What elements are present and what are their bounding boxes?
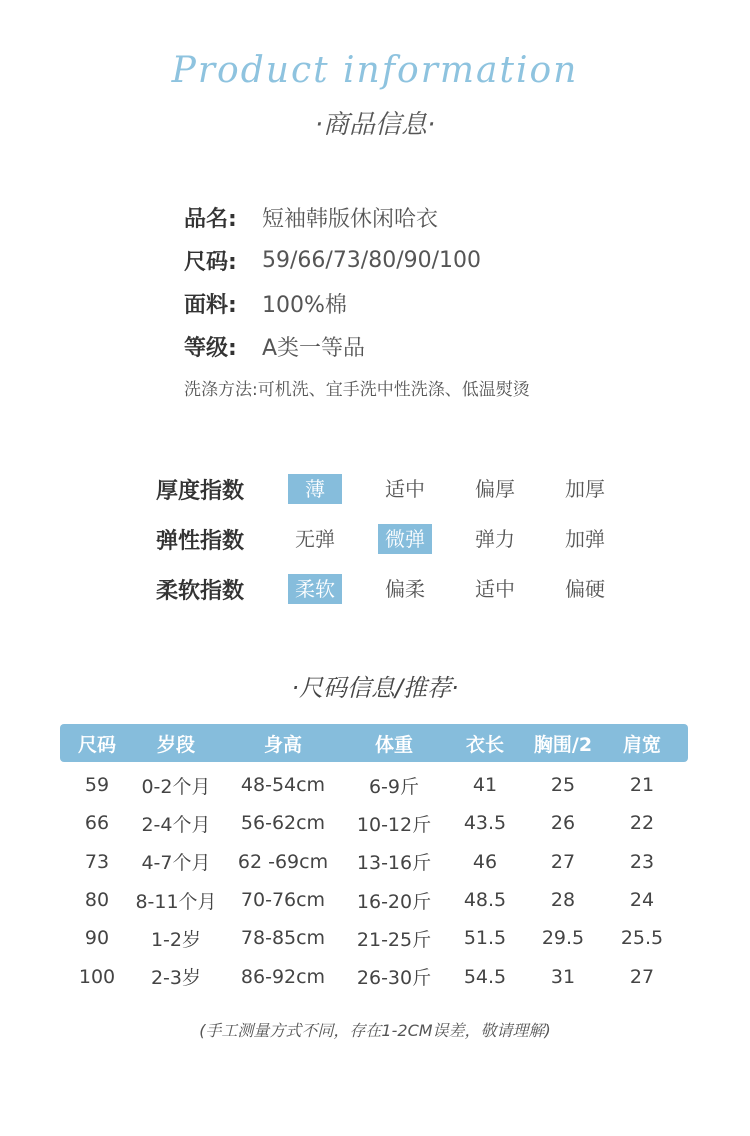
table-row — [60, 919, 688, 957]
info-label: 面料: — [184, 293, 237, 318]
table-row — [60, 957, 688, 995]
table-cell: 26 — [550, 812, 576, 835]
table-cell: 54.5 — [463, 965, 507, 988]
table-cell: 13-16斤 — [356, 852, 432, 875]
index-option: 微弹 — [378, 524, 432, 554]
header-cell: 身高 — [263, 733, 302, 756]
table-cell: 46 — [472, 850, 498, 873]
index-label: 厚度指数 — [156, 478, 245, 504]
info-label: 品名: — [184, 207, 237, 232]
header-cell: 衣长 — [465, 733, 504, 756]
table-cell: 27 — [550, 850, 576, 873]
info-row-grade — [184, 325, 481, 368]
info-value: A类一等品 — [262, 336, 366, 361]
table-cell: 62 -69cm — [237, 850, 329, 873]
table-cell: 48.5 — [463, 889, 507, 912]
thickness-index-row — [156, 464, 648, 514]
table-cell: 78-85cm — [240, 927, 326, 950]
index-option: 柔软 — [288, 574, 342, 604]
size-table — [60, 724, 688, 996]
footnote: (手工测量方式不同，存在1-2CM误差，敬请理解) — [199, 1021, 551, 1040]
table-cell: 41 — [472, 774, 498, 797]
header-cell: 胸围/2 — [533, 733, 593, 756]
table-cell: 21-25斤 — [356, 928, 432, 951]
table-cell: 25 — [550, 774, 576, 797]
table-cell: 29.5 — [541, 927, 585, 950]
index-option: 薄 — [288, 474, 342, 504]
info-value: 短袖韩版休闲哈衣 — [262, 207, 439, 232]
table-cell: 23 — [629, 850, 655, 873]
table-cell: 2-3岁 — [150, 967, 202, 990]
table-cell: 66 — [84, 812, 110, 835]
index-option: 无弹 — [295, 527, 335, 551]
wash-instructions: 洗涤方法:可机洗、宜手洗中性洗涤、低温熨烫 — [184, 380, 530, 400]
info-row-name — [184, 196, 481, 239]
header-cell: 体重 — [374, 733, 413, 756]
info-row-fabric — [184, 282, 481, 325]
info-label: 尺码: — [184, 250, 237, 275]
table-cell: 90 — [84, 927, 110, 950]
header-cell: 尺码 — [77, 733, 116, 756]
table-cell: 24 — [629, 889, 655, 912]
table-cell: 28 — [550, 889, 576, 912]
index-option: 偏厚 — [475, 477, 515, 501]
index-option: 加厚 — [565, 477, 605, 501]
table-cell: 59 — [84, 774, 110, 797]
index-label: 弹性指数 — [156, 528, 245, 554]
elasticity-index-row — [156, 514, 648, 564]
table-cell: 43.5 — [463, 812, 507, 835]
info-label: 等级: — [184, 336, 237, 361]
index-option: 适中 — [475, 577, 515, 601]
table-row — [60, 881, 688, 919]
softness-index-row — [156, 564, 648, 614]
info-row-size — [184, 239, 481, 282]
table-cell: 51.5 — [463, 927, 507, 950]
table-cell: 16-20斤 — [356, 890, 432, 913]
table-cell: 80 — [84, 889, 110, 912]
table-cell: 25.5 — [620, 927, 664, 950]
table-cell: 31 — [550, 965, 576, 988]
product-info — [184, 196, 481, 368]
table-cell: 70-76cm — [240, 889, 326, 912]
table-cell: 73 — [84, 850, 110, 873]
index-option: 加弹 — [565, 527, 605, 551]
info-value: 59/66/73/80/90/100 — [262, 248, 482, 273]
table-cell: 48-54cm — [240, 774, 326, 797]
table-cell: 26-30斤 — [356, 967, 432, 990]
table-cell: 4-7个月 — [141, 852, 211, 875]
table-cell: 27 — [629, 965, 655, 988]
header-cell: 岁段 — [156, 733, 195, 756]
table-header — [60, 724, 688, 762]
index-option: 偏柔 — [385, 577, 425, 601]
index-option: 适中 — [385, 477, 425, 501]
table-row — [60, 843, 688, 881]
info-value: 100%棉 — [262, 293, 347, 318]
table-cell: 21 — [629, 774, 655, 797]
table-cell: 0-2个月 — [141, 775, 211, 798]
index-option: 弹力 — [475, 527, 515, 551]
table-cell: 8-11个月 — [135, 890, 217, 913]
index-label: 柔软指数 — [156, 578, 245, 604]
table-cell: 2-4个月 — [141, 813, 211, 836]
table-row — [60, 804, 688, 842]
table-cell: 10-12斤 — [356, 813, 432, 836]
table-cell: 100 — [78, 965, 116, 988]
table-body — [60, 766, 688, 996]
table-row — [60, 766, 688, 804]
size-section-title: ·尺码信息/推荐· — [291, 674, 459, 702]
index-option: 偏硬 — [565, 577, 605, 601]
index-section — [156, 464, 648, 614]
header-cell: 肩宽 — [622, 733, 661, 756]
table-cell: 1-2岁 — [150, 928, 202, 951]
table-cell: 22 — [629, 812, 655, 835]
title-en: Product information — [171, 50, 579, 91]
title-cn: ·商品信息· — [314, 110, 436, 140]
table-cell: 56-62cm — [240, 812, 326, 835]
table-cell: 6-9斤 — [368, 775, 420, 798]
table-cell: 86-92cm — [240, 965, 326, 988]
